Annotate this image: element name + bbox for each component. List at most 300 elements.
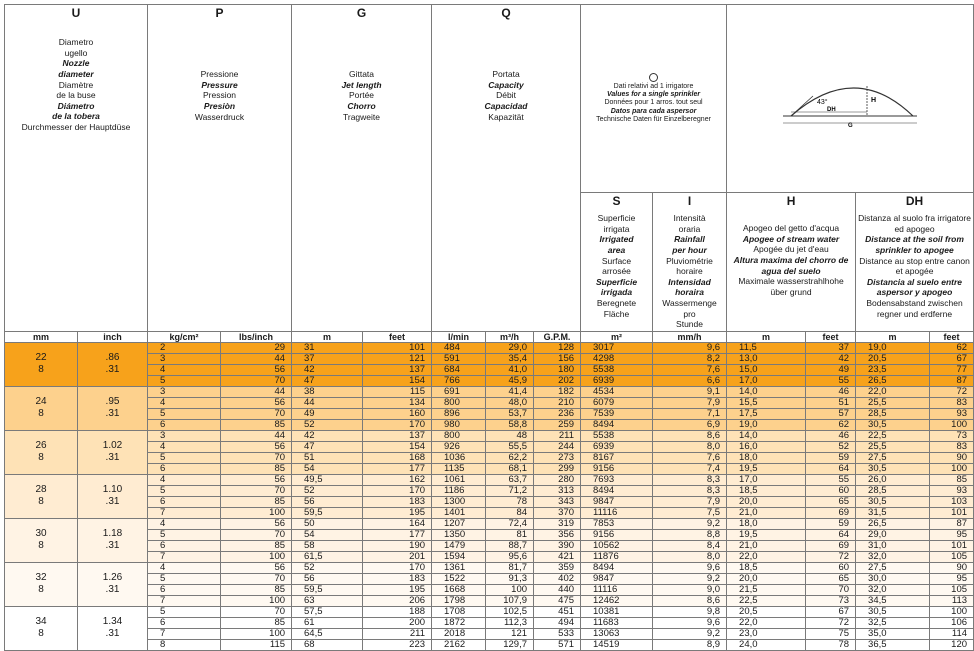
table-cell: 17,0	[727, 474, 806, 485]
table-cell: 319	[534, 518, 581, 529]
table-cell: 81	[486, 529, 534, 540]
header-text-line: arrosée	[602, 266, 631, 277]
table-cell: 7	[148, 595, 221, 606]
table-cell: 70	[221, 573, 292, 584]
table-cell: 20,5	[856, 353, 930, 364]
table-cell: 484	[432, 342, 486, 353]
table-cell: 73	[806, 595, 856, 606]
table-cell: 65	[806, 573, 856, 584]
header-text-line: Nozzle	[62, 58, 90, 69]
header-letter: H	[786, 194, 796, 208]
table-cell: 1300	[432, 496, 486, 507]
header-text-line: Superficie	[595, 276, 638, 287]
diagram-label-h: H	[871, 96, 877, 104]
table-cell: 29	[221, 342, 292, 353]
table-cell: 56	[221, 364, 292, 375]
nozzle-mm-value: 8	[38, 496, 44, 508]
table-row	[5, 518, 974, 529]
table-cell: 49,5	[292, 474, 363, 485]
table-cell: 8,3	[653, 474, 727, 485]
unit-header-cell: mm	[5, 331, 78, 342]
table-cell: 45,9	[486, 375, 534, 386]
table-cell: 1401	[432, 507, 486, 518]
table-row	[5, 408, 974, 419]
header-text-line: Pluviométrie	[666, 255, 713, 266]
table-cell: 6	[148, 496, 221, 507]
table-row	[5, 419, 974, 430]
table-cell: 7,1	[653, 408, 727, 419]
table-cell: 4	[148, 441, 221, 452]
nozzle-inch-cell	[78, 386, 148, 430]
table-cell: 4	[148, 562, 221, 573]
table-row	[5, 595, 974, 606]
table-cell: 59,5	[292, 507, 363, 518]
table-cell: 1479	[432, 540, 486, 551]
header-text-line: Datos para cada aspersor	[610, 107, 697, 115]
table-cell: 85	[221, 496, 292, 507]
header-text-line: Distance au stop entre canon et apogée	[859, 255, 970, 277]
table-row	[5, 628, 974, 639]
header-text-line: Intensidad	[668, 276, 711, 287]
table-cell: 210	[534, 397, 581, 408]
table-cell: 35,0	[856, 628, 930, 639]
table-cell: 154	[363, 375, 432, 386]
table-cell: 115	[363, 386, 432, 397]
table-cell: 26,5	[856, 375, 930, 386]
table-row	[5, 485, 974, 496]
table-cell: 28,5	[856, 408, 930, 419]
table-cell: 44	[221, 386, 292, 397]
table-cell: 103	[930, 496, 974, 507]
table-cell: 4	[148, 397, 221, 408]
table-cell: 27,5	[856, 562, 930, 573]
table-cell: 70	[221, 606, 292, 617]
table-cell: 87	[930, 375, 974, 386]
header-text-line: diameter	[58, 68, 94, 79]
nozzle-mm-value: 8	[38, 628, 44, 640]
table-cell: 571	[534, 639, 581, 650]
header-text-line: Distanza al suolo fra irrigatore ed apogeo	[858, 213, 971, 234]
table-cell: 8,6	[653, 595, 727, 606]
header-text-line: Gittata	[348, 69, 375, 79]
table-cell: 6,6	[653, 375, 727, 386]
header-u	[5, 5, 148, 332]
table-cell: 129,7	[486, 639, 534, 650]
table-cell: 170	[363, 562, 432, 573]
table-cell: 59	[806, 452, 856, 463]
table-row	[5, 463, 974, 474]
nozzle-mm-cell	[5, 562, 78, 606]
table-cell: 32,0	[856, 551, 930, 562]
table-cell: 55	[806, 474, 856, 485]
table-cell: 65	[806, 496, 856, 507]
table-cell: 9,2	[653, 573, 727, 584]
nozzle-inch-cell	[78, 342, 148, 386]
table-cell: 48	[486, 430, 534, 441]
table-cell: 95,6	[486, 551, 534, 562]
header-p	[148, 5, 292, 332]
table-cell: 23,5	[856, 364, 930, 375]
header-text-line: Diametro	[58, 37, 94, 47]
table-cell: 52	[806, 441, 856, 452]
table-cell: 75	[806, 628, 856, 639]
table-cell: 29,0	[856, 529, 930, 540]
table-row	[5, 386, 974, 397]
table-cell: 37	[292, 353, 363, 364]
table-cell: 170	[363, 485, 432, 496]
nozzle-inch-value: .31	[105, 628, 120, 640]
table-cell: 107,9	[486, 595, 534, 606]
table-cell: 8494	[581, 562, 653, 573]
table-cell: 14519	[581, 639, 653, 650]
table-cell: 5	[148, 375, 221, 386]
table-cell: 23,0	[727, 628, 806, 639]
table-cell: 70	[221, 485, 292, 496]
table-cell: 29,0	[486, 342, 534, 353]
table-cell: 4	[148, 364, 221, 375]
header-text-line: Intensità	[673, 213, 706, 223]
table-cell: 46	[806, 386, 856, 397]
table-row	[5, 397, 974, 408]
diagram-label-dh: DH	[827, 106, 836, 113]
table-cell: 9156	[581, 529, 653, 540]
header-g	[292, 5, 432, 332]
table-cell: 8494	[581, 419, 653, 430]
table-cell: 170	[363, 419, 432, 430]
table-cell: 128	[534, 342, 581, 353]
table-cell: 19,0	[727, 419, 806, 430]
table-cell: 1798	[432, 595, 486, 606]
table-cell: 19,5	[727, 463, 806, 474]
table-cell: 50	[292, 518, 363, 529]
table-row	[5, 617, 974, 628]
table-cell: 137	[363, 430, 432, 441]
table-body	[5, 342, 974, 650]
table-cell: 55	[806, 375, 856, 386]
table-cell: 154	[363, 441, 432, 452]
table-cell: 11116	[581, 584, 653, 595]
table-cell: 52	[292, 485, 363, 496]
table-cell: 8,4	[653, 540, 727, 551]
nozzle-mm-value: 24	[35, 396, 47, 408]
table-cell: 12462	[581, 595, 653, 606]
header-text-line: Presiòn	[203, 100, 236, 111]
table-cell: 64	[806, 463, 856, 474]
nozzle-mm-value: 8	[38, 364, 44, 376]
table-cell: 18,0	[727, 452, 806, 463]
table-cell: 13,0	[727, 353, 806, 364]
table-cell: 343	[534, 496, 581, 507]
nozzle-inch-value: .31	[105, 364, 120, 376]
table-cell: 8,2	[653, 353, 727, 364]
table-cell: 164	[363, 518, 432, 529]
table-cell: 137	[363, 364, 432, 375]
header-text-line: Altura maxima del chorro de agua del suelo	[733, 254, 849, 276]
header-text-line: Beregnete	[596, 298, 637, 308]
header-text-line: horaira	[675, 287, 704, 298]
table-cell: 77	[930, 364, 974, 375]
header-text-line: Wasserdruck	[194, 111, 245, 122]
table-cell: 200	[363, 617, 432, 628]
unit-header-cell: m	[727, 331, 806, 342]
table-cell: 162	[363, 474, 432, 485]
nozzle-mm-cell	[5, 474, 78, 518]
table-cell: 273	[534, 452, 581, 463]
table-cell: 1668	[432, 584, 486, 595]
table-cell: 3017	[581, 342, 653, 353]
table-cell: 8,6	[653, 430, 727, 441]
table-cell: 44	[221, 430, 292, 441]
header-text-line: Distancia al suelo entre aspersor y apogeo	[867, 276, 962, 298]
table-cell: 18,5	[727, 485, 806, 496]
header-text-line: ugello	[64, 47, 88, 58]
table-cell: 85	[221, 540, 292, 551]
table-cell: 7853	[581, 518, 653, 529]
table-cell: 160	[363, 408, 432, 419]
table-cell: 591	[432, 353, 486, 364]
table-cell: 926	[432, 441, 486, 452]
table-cell: 1207	[432, 518, 486, 529]
nozzle-inch-cell	[78, 474, 148, 518]
nozzle-inch-value: 1.34	[102, 616, 123, 628]
nozzle-inch-value: .31	[105, 408, 120, 420]
header-text-line: Stunde	[676, 319, 703, 330]
table-cell: 84	[486, 507, 534, 518]
table-row	[5, 441, 974, 452]
table-cell: 88,7	[486, 540, 534, 551]
table-cell: 59,5	[292, 584, 363, 595]
table-cell: 182	[534, 386, 581, 397]
header-text-line: Kapazität	[488, 111, 524, 122]
table-cell: 113	[930, 595, 974, 606]
table-cell: 390	[534, 540, 581, 551]
table-cell: 30,5	[856, 606, 930, 617]
nozzle-inch-cell	[78, 606, 148, 650]
header-text-line: Jet length	[341, 79, 382, 90]
table-cell: 56	[221, 562, 292, 573]
table-cell: 26,0	[856, 474, 930, 485]
table-cell: 11876	[581, 551, 653, 562]
table-cell: 7	[148, 507, 221, 518]
table-row	[5, 573, 974, 584]
table-cell: 1708	[432, 606, 486, 617]
table-cell: 800	[432, 397, 486, 408]
header-text-line: Maximale wasserstrahlhohe über grund	[738, 276, 844, 297]
table-cell: 440	[534, 584, 581, 595]
table-cell: 34,5	[856, 595, 930, 606]
nozzle-mm-cell	[5, 342, 78, 386]
header-text-line: Chorro	[347, 100, 376, 111]
header-q	[432, 5, 581, 332]
table-cell: 47	[292, 441, 363, 452]
table-cell: 190	[363, 540, 432, 551]
table-cell: 14,0	[727, 430, 806, 441]
table-row	[5, 375, 974, 386]
header-text-line: Portata	[492, 69, 520, 79]
table-cell: 8,8	[653, 529, 727, 540]
table-cell: 9847	[581, 573, 653, 584]
header-text-line: Pressure	[201, 79, 238, 90]
header-text-line: Technische Daten für Einzelberegner	[596, 116, 711, 124]
nozzle-inch-value: 1.26	[102, 572, 123, 584]
table-cell: 32,5	[856, 617, 930, 628]
table-cell: 21,5	[727, 584, 806, 595]
nozzle-inch-value: .86	[105, 352, 120, 364]
units-row	[5, 331, 974, 342]
table-cell: 244	[534, 441, 581, 452]
header-text-line: Débit	[496, 90, 516, 101]
table-cell: 370	[534, 507, 581, 518]
unit-header-cell: G.P.M.	[534, 331, 581, 342]
single-sprinkler-note	[583, 83, 724, 125]
nozzle-mm-cell	[5, 518, 78, 562]
table-cell: 114	[930, 628, 974, 639]
table-cell: 8494	[581, 485, 653, 496]
sprinkler-performance-sheet	[4, 4, 971, 651]
table-cell: 93	[930, 485, 974, 496]
header-s	[581, 193, 653, 332]
table-cell: 35,4	[486, 353, 534, 364]
trajectory-diagram	[727, 5, 974, 193]
table-cell: 451	[534, 606, 581, 617]
table-cell: 7,9	[653, 496, 727, 507]
table-cell: 206	[363, 595, 432, 606]
nozzle-inch-cell	[78, 562, 148, 606]
table-row	[5, 540, 974, 551]
diagram-label-angle: 43°	[817, 98, 828, 106]
table-cell: 259	[534, 419, 581, 430]
table-cell: 31,5	[856, 507, 930, 518]
table-cell: 21,0	[727, 540, 806, 551]
table-cell: 168	[363, 452, 432, 463]
table-cell: 30,5	[856, 419, 930, 430]
table-cell: 58,8	[486, 419, 534, 430]
table-cell: 70	[806, 584, 856, 595]
table-cell: 6939	[581, 441, 653, 452]
table-cell: 313	[534, 485, 581, 496]
table-cell: 22,0	[727, 617, 806, 628]
nozzle-mm-value: 28	[35, 484, 47, 496]
header-text-line: Tragweite	[343, 111, 381, 122]
table-cell: 41,4	[486, 386, 534, 397]
table-cell: 28,5	[856, 485, 930, 496]
nozzle-inch-cell	[78, 430, 148, 474]
header-text-line: Pressione	[200, 69, 239, 79]
table-cell: 4298	[581, 353, 653, 364]
table-cell: 70	[221, 452, 292, 463]
unit-header-cell: mm/h	[653, 331, 727, 342]
table-cell: 11,5	[727, 342, 806, 353]
table-cell: 105	[930, 551, 974, 562]
nozzle-inch-value: .95	[105, 396, 120, 408]
table-cell: 90	[930, 562, 974, 573]
table-row	[5, 507, 974, 518]
nozzle-mm-value: 8	[38, 452, 44, 464]
header-dh	[856, 193, 974, 332]
table-cell: 17,0	[727, 375, 806, 386]
header-text-line: Apogée du jet d'eau	[753, 244, 829, 255]
table-cell: 14,0	[727, 386, 806, 397]
table-cell: 51	[292, 452, 363, 463]
table-cell: 211	[534, 430, 581, 441]
table-cell: 31	[292, 342, 363, 353]
table-cell: 24,0	[727, 639, 806, 650]
table-cell: 5	[148, 606, 221, 617]
table-cell: 57,5	[292, 606, 363, 617]
table-cell: 8,3	[653, 485, 727, 496]
table-cell: 7,6	[653, 364, 727, 375]
table-cell: 202	[534, 375, 581, 386]
table-cell: 1036	[432, 452, 486, 463]
table-row	[5, 496, 974, 507]
table-row	[5, 342, 974, 353]
table-cell: 32,0	[856, 584, 930, 595]
table-cell: 100	[221, 551, 292, 562]
header-text-line: de la tobera	[52, 111, 100, 122]
nozzle-mm-value: 8	[38, 408, 44, 420]
nozzle-inch-value: 1.02	[102, 440, 123, 452]
table-cell: 421	[534, 551, 581, 562]
header-text-line: Durchmesser der Hauptdüse	[21, 122, 131, 132]
table-cell: 9,2	[653, 518, 727, 529]
table-cell: 6,9	[653, 419, 727, 430]
table-cell: 63	[292, 595, 363, 606]
table-cell: 61	[292, 617, 363, 628]
header-letter: Q	[501, 6, 511, 20]
table-cell: 6	[148, 419, 221, 430]
unit-header-cell: m³/h	[486, 331, 534, 342]
unit-header-cell: feet	[806, 331, 856, 342]
table-cell: 38	[292, 386, 363, 397]
table-cell: 183	[363, 573, 432, 584]
table-cell: 156	[534, 353, 581, 364]
table-cell: 2	[148, 342, 221, 353]
table-cell: 356	[534, 529, 581, 540]
table-cell: 195	[363, 584, 432, 595]
table-cell: 90	[930, 452, 974, 463]
table-cell: 54	[292, 529, 363, 540]
table-cell: 27,5	[856, 452, 930, 463]
nozzle-inch-value: .31	[105, 496, 120, 508]
header-single-sprinkler	[581, 5, 727, 193]
table-cell: 7	[148, 551, 221, 562]
table-cell: 3	[148, 353, 221, 364]
nozzle-mm-cell	[5, 386, 78, 430]
table-cell: 2018	[432, 628, 486, 639]
table-cell: 1061	[432, 474, 486, 485]
table-cell: 22,5	[727, 595, 806, 606]
table-cell: 95	[930, 529, 974, 540]
header-letter: DH	[905, 194, 924, 208]
table-cell: 54	[292, 463, 363, 474]
table-cell: 7539	[581, 408, 653, 419]
table-cell: 22,0	[856, 386, 930, 397]
header-text-line: Portée	[348, 90, 375, 101]
table-cell: 93	[930, 408, 974, 419]
nozzle-inch-value: .31	[105, 540, 120, 552]
table-cell: 47	[292, 375, 363, 386]
nozzle-mm-value: 30	[35, 528, 47, 540]
table-cell: 121	[363, 353, 432, 364]
table-cell: 8,0	[653, 551, 727, 562]
table-cell: 62	[930, 342, 974, 353]
header-letter: P	[215, 6, 224, 20]
table-cell: 11683	[581, 617, 653, 628]
header-letter: G	[356, 6, 367, 20]
nozzle-mm-value: 34	[35, 616, 47, 628]
table-cell: 106	[930, 617, 974, 628]
header-letter: S	[612, 194, 621, 208]
